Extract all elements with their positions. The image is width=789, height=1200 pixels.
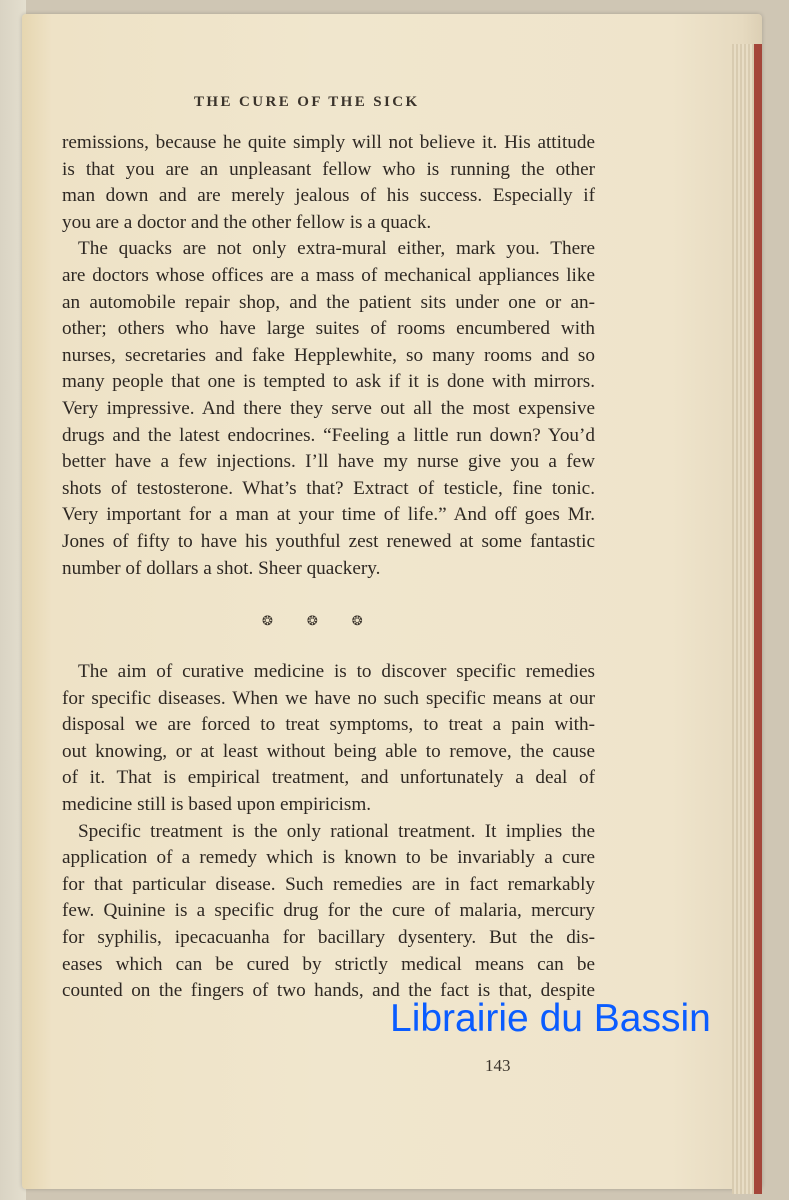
running-head: THE CURE OF THE SICK	[194, 94, 420, 110]
text-line: medicine still is based upon empiricism.	[62, 793, 372, 815]
section-ornament: ❂❂❂	[262, 614, 397, 629]
text-line: number of dollars a shot. Sheer quackery.	[62, 557, 381, 579]
text-line: Very impressive. And there they serve out all the most expensive	[62, 397, 595, 419]
text-line: Jones of fifty to have his youthful zest renewed at some fantastic	[62, 530, 595, 552]
text-line: is that you are an unpleasant fellow who is running the other	[62, 158, 595, 180]
text-line: for specific diseases. When we have no such specific means at our	[62, 687, 595, 709]
text-line: man down and are merely jealous of his success. Especially if	[62, 185, 595, 207]
text-line: shots of testosterone. What’s that? Extract of testicle, fine tonic.	[62, 477, 595, 499]
text-line: other; others who have large suites of rooms encumbered with	[62, 318, 595, 340]
text-line: disposal we are forced to treat symptoms, to treat a pain with-	[62, 714, 595, 736]
text-line: eases which can be cured by strictly medical means can be	[62, 953, 595, 975]
text-line: of it. That is empirical treatment, and unfortunately a deal of	[62, 767, 595, 789]
page-number: 143	[485, 1056, 511, 1075]
text-line: drugs and the latest endocrines. “Feeling a little run down? You’d	[62, 424, 595, 446]
text-line: for that particular disease. Such remedies are in fact remarkably	[62, 873, 595, 895]
text-line: The aim of curative medicine is to discover specific remedies	[78, 661, 595, 682]
text-line: Specific treatment is the only rational treatment. It implies the	[78, 820, 595, 842]
text-line: Very important for a man at your time of life.” And off goes Mr.	[62, 504, 595, 526]
text-line: out knowing, or at least without being able to remove, the cause	[62, 740, 595, 762]
body-text-top	[62, 130, 595, 582]
text-line: application of a remedy which is known to be invariably a cure	[62, 847, 595, 869]
book-cover-edge	[754, 44, 762, 1194]
text-line: are doctors whose offices are a mass of mechanical appliances like	[62, 264, 595, 286]
text-line: many people that one is tempted to ask if it is done with mirrors.	[62, 371, 595, 393]
text-line: remissions, because he quite simply will not believe it. His attitude	[62, 132, 595, 153]
watermark: Librairie du Bassin	[390, 997, 711, 1040]
text-line: nurses, secretaries and fake Hepplewhite, so many rooms and so	[62, 344, 595, 366]
text-line: you are a doctor and the other fellow is a quack.	[62, 211, 432, 233]
text-line: an automobile repair shop, and the patient sits under one or an-	[62, 291, 595, 313]
body-text-bottom	[62, 659, 595, 1005]
text-line: counted on the fingers of two hands, and the fact is that, despite	[62, 980, 595, 1002]
text-line: better have a few injections. I’ll have my nurse give you a few	[62, 451, 595, 473]
text-line: for syphilis, ipecacuanha for bacillary dysentery. But the dis-	[62, 926, 595, 948]
text-line: The quacks are not only extra-mural either, mark you. There	[78, 238, 595, 260]
text-line: few. Quinine is a specific drug for the cure of malaria, mercury	[62, 900, 595, 922]
